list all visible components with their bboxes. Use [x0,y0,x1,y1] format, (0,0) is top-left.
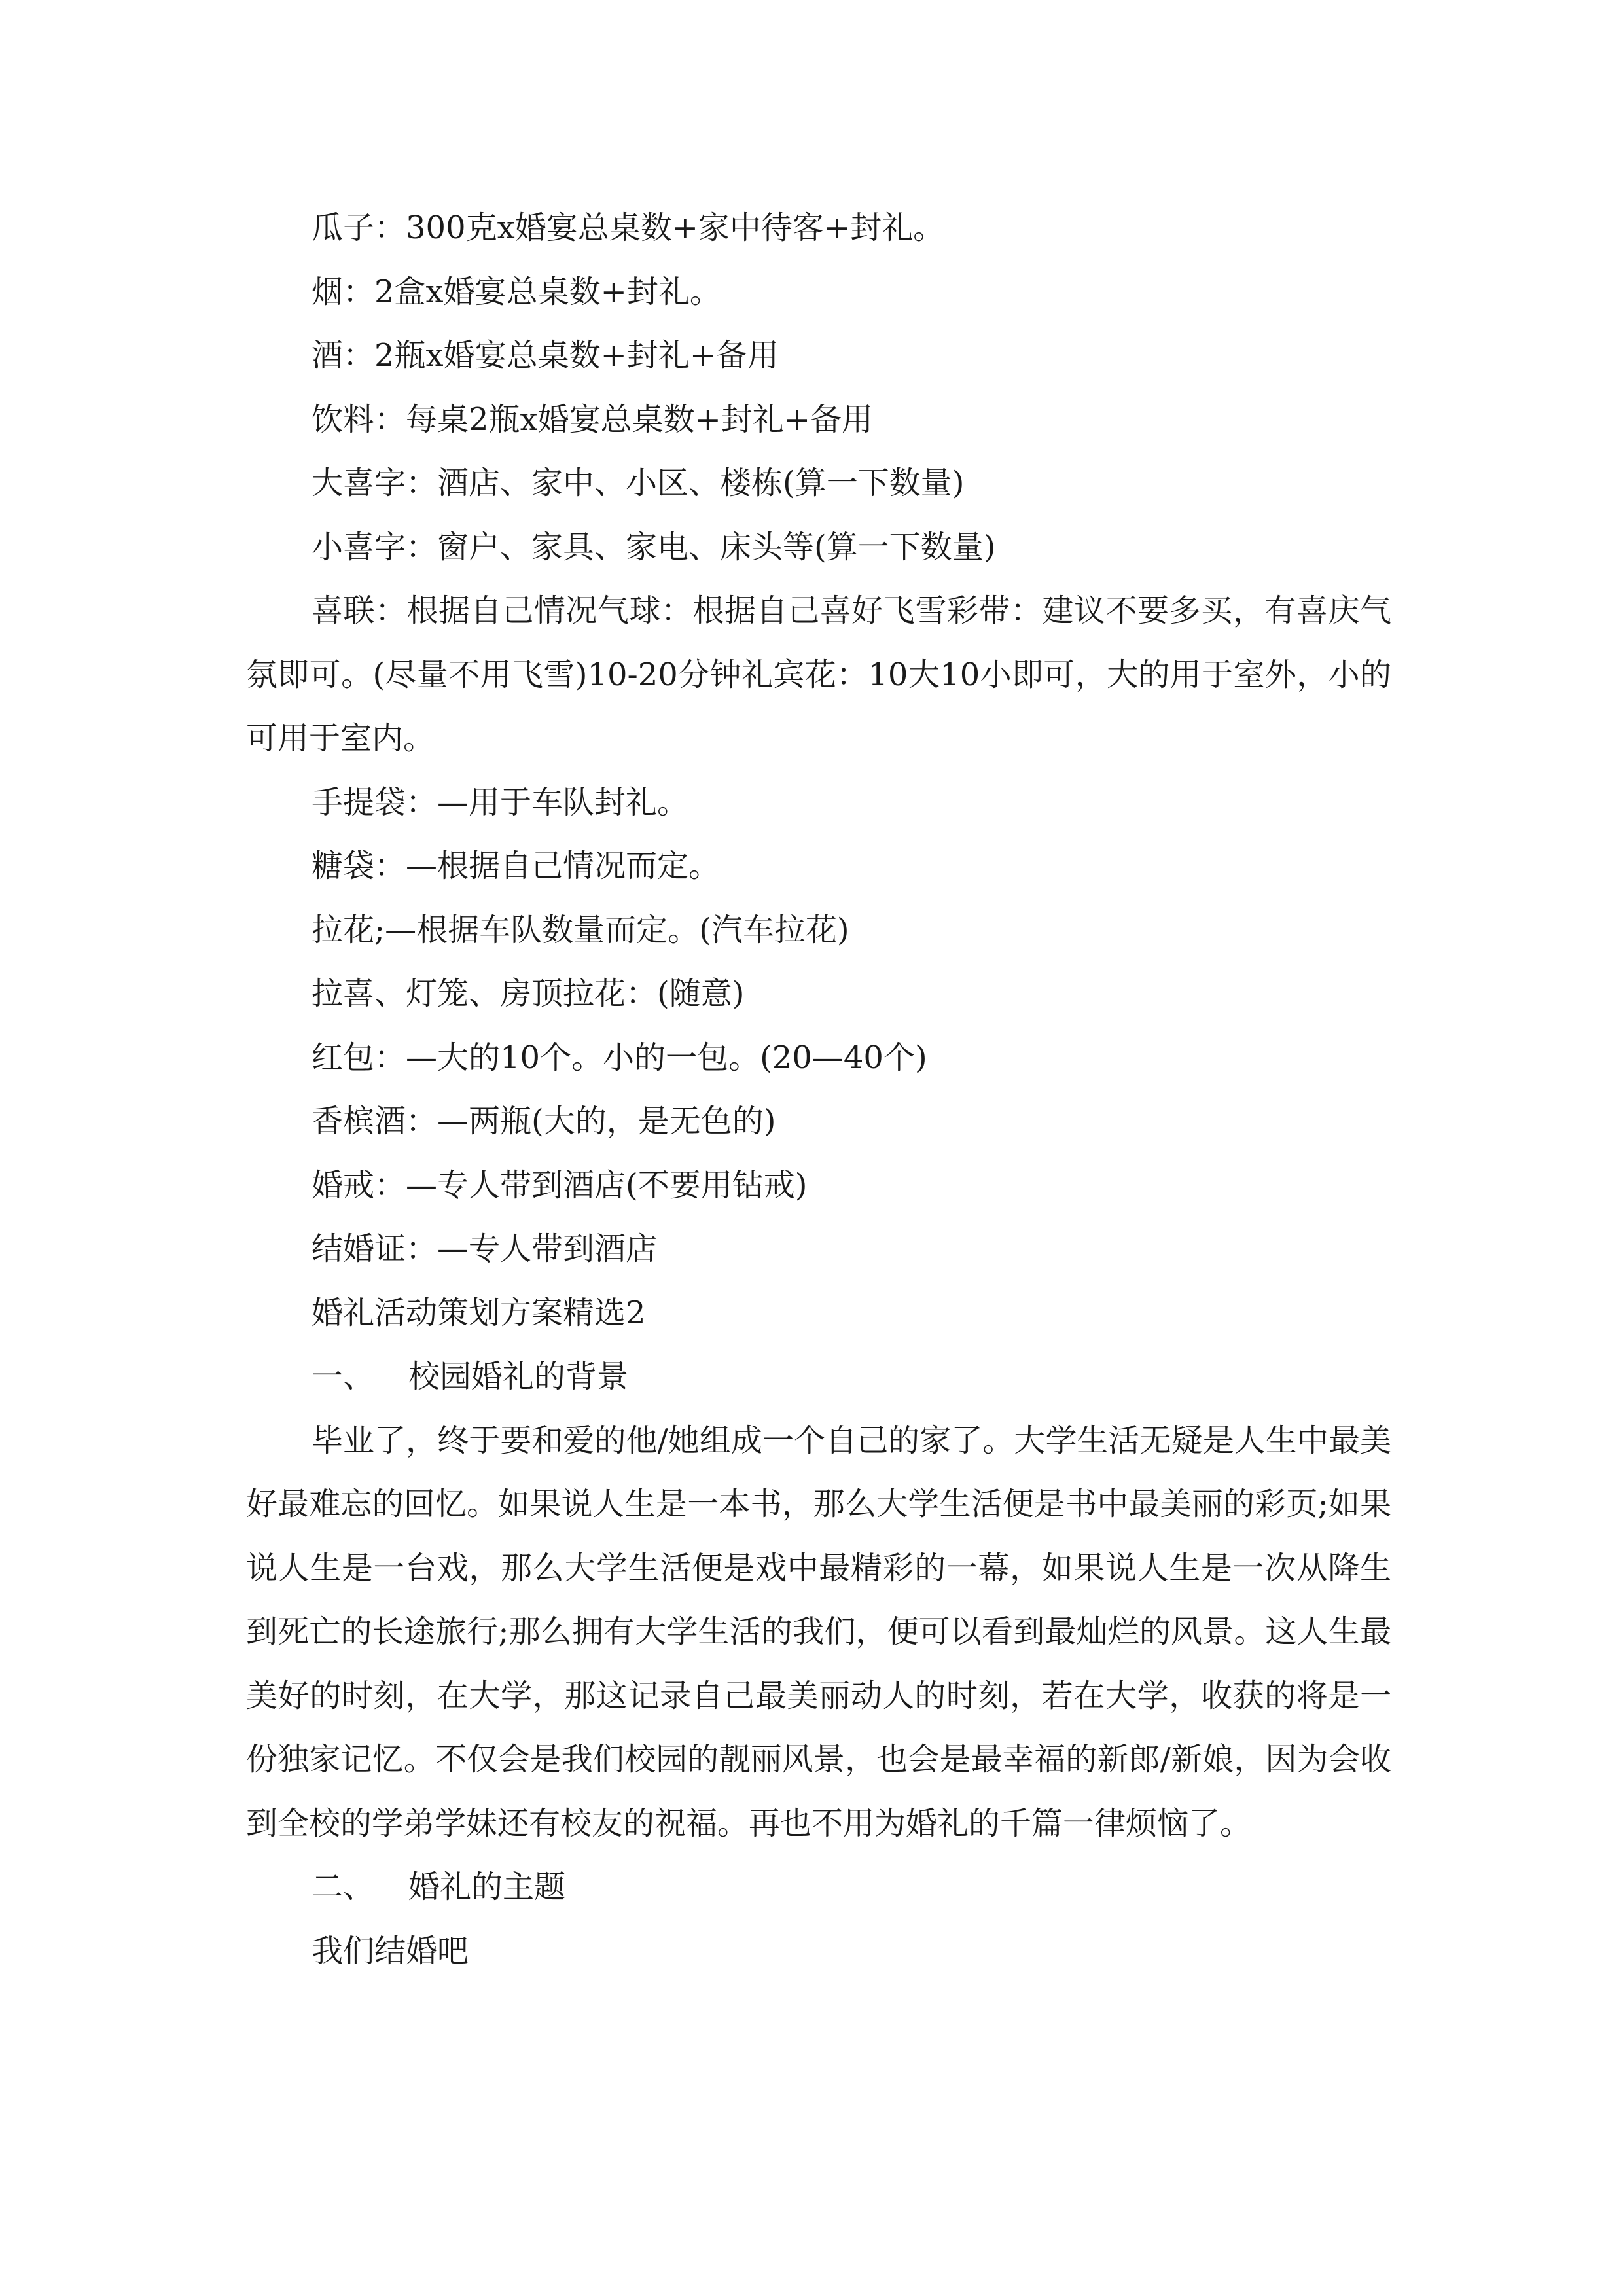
list-item: 瓜子：300克x婚宴总桌数+家中待客+封礼。 [312,209,945,246]
list-item: 拉花;—根据车队数量而定。(汽车拉花) [312,911,849,948]
heading-text: 校园婚礼的背景 [408,1358,629,1395]
list-item: 婚戒：—专人带到酒店(不要用钻戒) [312,1166,808,1204]
list-item: 烟：2盒x婚宴总桌数+封礼。 [312,273,721,310]
list-item: 大喜字：酒店、家中、小区、楼栋(算一下数量) [312,465,965,501]
heading-number: 二、 [312,1869,375,1905]
paragraph-background: 毕业了，终于要和爱的他/她组成一个自己的家了。大学生活无疑是人生中最美好最难忘的回忆。如果说人生是一本书，那么大学生活便是书中最美丽的彩页;如果说人生是一台戏，那么大学生活便是戏中最精彩的一幕，如果说人生是一次从降生到死亡的长途旅行;那么拥有大学生活的我们，便可以看到最灿烂的风景。这人生最美好的时刻，在大学，那这记录自己最美丽动人的时刻，若在大学，收获的将是一份独家记忆。不仅会是我们校园的靓丽风景，也会是最幸福的新郎/新娘，因为会收到全校的学弟学妹还有校友的祝福。再也不用为婚礼的千篇一律烦恼了。 [246,1422,1391,1842]
list-item: 拉喜、灯笼、房顶拉花：(随意) [312,975,745,1012]
heading-number: 一、 [312,1358,375,1395]
heading-background [246,1345,1391,1409]
theme-text: 我们结婚吧 [312,1932,469,1969]
document-body [246,196,1391,1983]
list-item: 小喜字：窗户、家具、家电、床头等(算一下数量) [312,528,996,565]
section-title: 婚礼活动策划方案精选2 [312,1294,646,1331]
list-item: 酒：2瓶x婚宴总桌数+封礼+备用 [312,337,779,374]
list-item: 红包：—大的10个。小的一包。(20—40个) [312,1039,927,1076]
list-item: 结婚证：—专人带到酒店 [312,1230,658,1267]
heading-text: 婚礼的主题 [408,1869,566,1905]
heading-theme [246,1856,1391,1920]
list-item: 香槟酒：—两瓶(大的，是无色的) [312,1103,776,1139]
list-item: 手提袋：—用于车队封礼。 [312,783,689,821]
list-item: 饮料：每桌2瓶x婚宴总桌数+封礼+备用 [312,401,874,438]
paragraph-xilian: 喜联：根据自己情况气球：根据自己喜好飞雪彩带：建议不要多买，有喜庆气氛即可。(尽量不用飞雪)10-20分钟礼宾花：10大10小即可，大的用于室外，小的可用于室内。 [246,592,1391,757]
list-item: 糖袋：—根据自己情况而定。 [312,848,721,884]
